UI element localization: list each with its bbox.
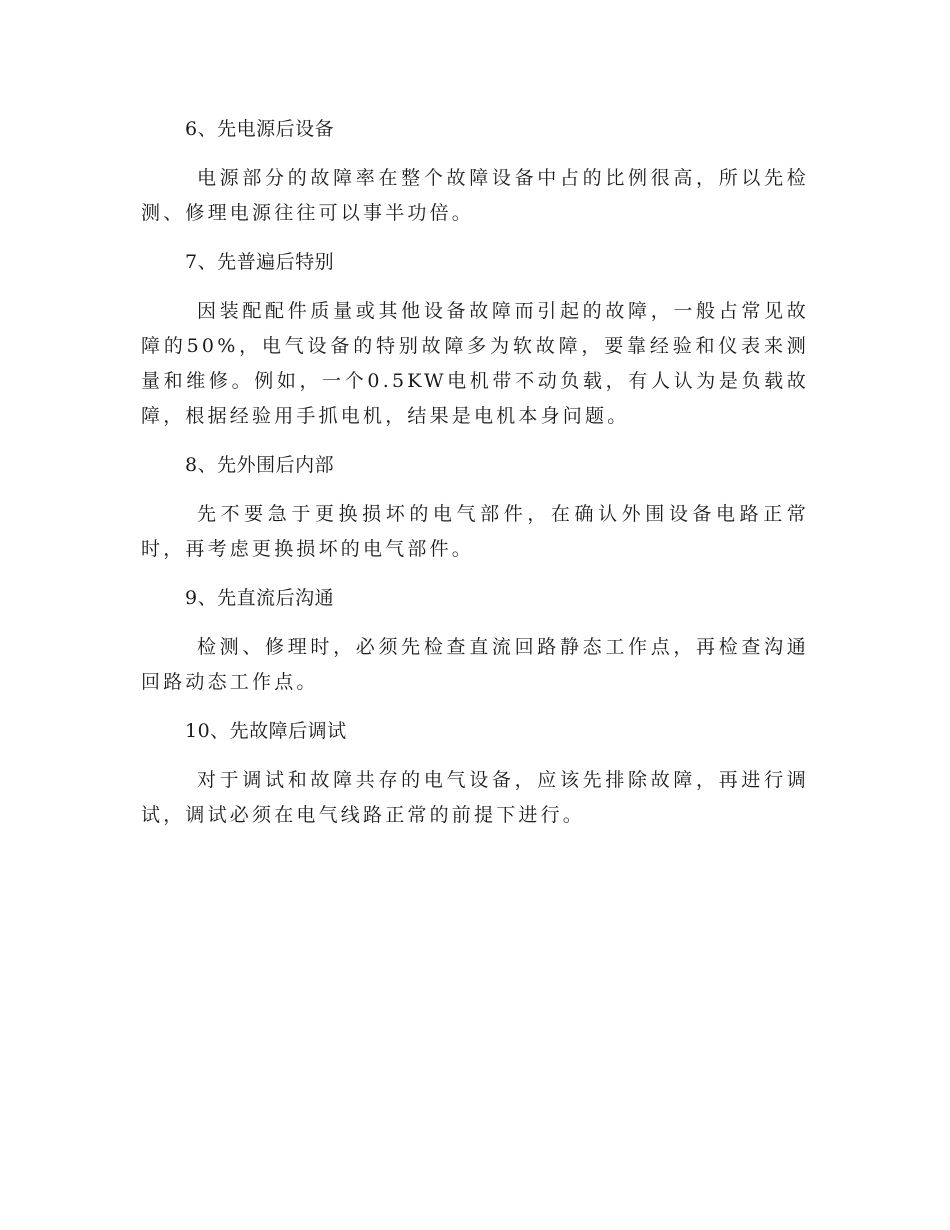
section-paragraph-7: 因装配配件质量或其他设备故障而引起的故障，一般占常见故障的50%，电气设备的特别故障多为软故障，要靠经验和仪表来测量和维修。例如，一个0.5KW电机带不动负载，有人认为是负载故障，根据经验用手抓电机，结果是电机本身问题。 <box>141 300 809 427</box>
document-body <box>141 112 809 847</box>
section-paragraph-10: 对于调试和故障共存的电气设备，应该先排除故障，再进行调试，调试必须在电气线路正常的前提下进行。 <box>141 769 809 826</box>
section-heading-6: 6、先电源后设备 <box>185 118 335 140</box>
section-paragraph-6: 电源部分的故障率在整个故障设备中占的比例很高，所以先检测、修理电源往往可以事半功倍。 <box>141 167 809 224</box>
section-heading-9: 9、先直流后沟通 <box>185 587 335 609</box>
section-heading-7: 7、先普遍后特别 <box>185 251 335 273</box>
section-paragraph-8: 先不要急于更换损坏的电气部件，在确认外围设备电路正常时，再考虑更换损坏的电气部件。 <box>141 503 809 560</box>
section-heading-8: 8、先外围后内部 <box>185 454 335 476</box>
section-paragraph-9: 检测、修理时，必须先检查直流回路静态工作点，再检查沟通回路动态工作点。 <box>141 636 809 693</box>
section-heading-10: 10、先故障后调试 <box>185 720 347 742</box>
